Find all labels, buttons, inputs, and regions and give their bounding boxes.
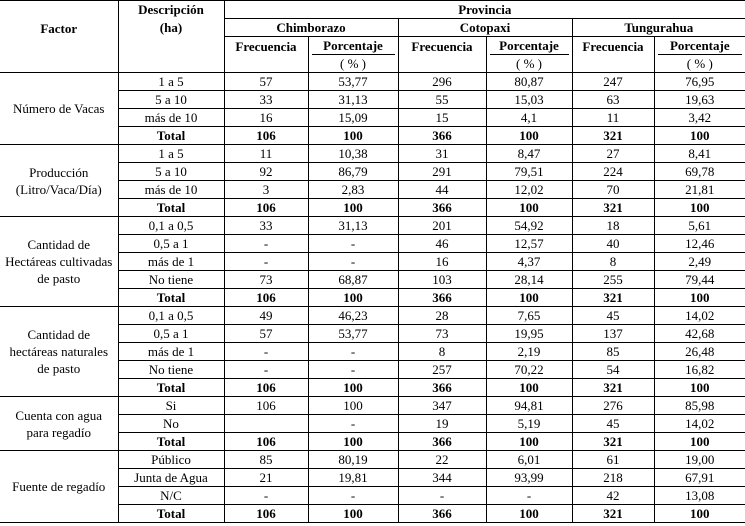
description-cell: 0,1 a 0,5: [118, 307, 224, 325]
frecuencia-cell: 321: [572, 127, 654, 145]
porcentaje-cell: 15,03: [486, 91, 572, 109]
porcentaje-cell: 12,02: [486, 181, 572, 199]
porcentaje-cell: 12,46: [654, 235, 745, 253]
porcentaje-cell: 100: [654, 379, 745, 397]
description-cell: Total: [118, 505, 224, 523]
porcentaje-cell: 16,82: [654, 361, 745, 379]
frecuencia-cell: 344: [398, 469, 486, 487]
pct-symbol: ( % ): [654, 55, 745, 73]
frecuencia-cell: 55: [398, 91, 486, 109]
frecuencia-cell: 22: [398, 451, 486, 469]
frecuencia-cell: 11: [224, 145, 308, 163]
frecuencia-cell: 257: [398, 361, 486, 379]
frecuencia-cell: 8: [572, 253, 654, 271]
porcentaje-cell: 2,19: [486, 343, 572, 361]
frecuencia-cell: 224: [572, 163, 654, 181]
frecuencia-header: Frecuencia: [224, 37, 308, 56]
description-cell: más de 10: [118, 181, 224, 199]
frecuencia-cell: 321: [572, 379, 654, 397]
frecuencia-cell: 46: [398, 235, 486, 253]
porcentaje-cell: 7,65: [486, 307, 572, 325]
frecuencia-cell: 42: [572, 487, 654, 505]
frecuencia-cell: 321: [572, 199, 654, 217]
description-cell: Total: [118, 379, 224, 397]
description-cell: No: [118, 415, 224, 433]
frecuencia-cell: 106: [224, 289, 308, 307]
frecuencia-cell: 27: [572, 145, 654, 163]
porcentaje-cell: 54,92: [486, 217, 572, 235]
porcentaje-cell: 19,00: [654, 451, 745, 469]
frecuencia-cell: 92: [224, 163, 308, 181]
factor-label: Fuente de regadío: [0, 451, 118, 523]
porcentaje-cell: 42,68: [654, 325, 745, 343]
frecuencia-cell: 106: [224, 199, 308, 217]
frecuencia-cell: 45: [572, 307, 654, 325]
frecuencia-cell: 366: [398, 199, 486, 217]
porcentaje-cell: -: [308, 253, 398, 271]
porcentaje-cell: 100: [486, 199, 572, 217]
frecuencia-cell: 18: [572, 217, 654, 235]
description-cell: más de 10: [118, 109, 224, 127]
porcentaje-cell: 8,41: [654, 145, 745, 163]
factor-label: Cuenta con agua para regadío: [0, 397, 118, 451]
frecuencia-cell: 347: [398, 397, 486, 415]
porcentaje-cell: 100: [486, 505, 572, 523]
frecuencia-cell: 57: [224, 325, 308, 343]
frecuencia-cell: 16: [398, 253, 486, 271]
porcentaje-cell: 26,48: [654, 343, 745, 361]
frecuencia-cell: 106: [224, 379, 308, 397]
porcentaje-cell: 53,77: [308, 73, 398, 91]
porcentaje-cell: 80,19: [308, 451, 398, 469]
frecuencia-cell: 33: [224, 91, 308, 109]
frecuencia-cell: -: [224, 235, 308, 253]
frecuencia-cell: 366: [398, 433, 486, 451]
frecuencia-cell: 366: [398, 505, 486, 523]
porcentaje-header: [486, 37, 572, 56]
table-row: [0, 451, 745, 469]
porcentaje-cell: 94,81: [486, 397, 572, 415]
porcentaje-cell: 4,37: [486, 253, 572, 271]
frecuencia-cell: 11: [572, 109, 654, 127]
frecuencia-cell: 201: [398, 217, 486, 235]
province-cotopaxi: Cotopaxi: [398, 19, 572, 37]
porcentaje-cell: 86,79: [308, 163, 398, 181]
frecuencia-cell: 73: [224, 271, 308, 289]
porcentaje-cell: -: [308, 235, 398, 253]
province-tungurahua: Tungurahua: [572, 19, 745, 37]
porcentaje-cell: 67,91: [654, 469, 745, 487]
description-cell: N/C: [118, 487, 224, 505]
porcentaje-cell: 31,13: [308, 91, 398, 109]
porcentaje-cell: 100: [654, 505, 745, 523]
porcentaje-cell: 21,81: [654, 181, 745, 199]
description-cell: 0,5 a 1: [118, 235, 224, 253]
porcentaje-cell: 14,02: [654, 307, 745, 325]
porcentaje-cell: 19,63: [654, 91, 745, 109]
frecuencia-cell: 61: [572, 451, 654, 469]
porcentaje-cell: -: [308, 361, 398, 379]
description-cell: más de 1: [118, 343, 224, 361]
description-cell: Total: [118, 199, 224, 217]
blank: [398, 55, 486, 73]
description-cell: Público: [118, 451, 224, 469]
description-cell: 1 a 5: [118, 145, 224, 163]
frecuencia-cell: 321: [572, 289, 654, 307]
frecuencia-cell: 63: [572, 91, 654, 109]
frecuencia-cell: 366: [398, 127, 486, 145]
frecuencia-cell: 54: [572, 361, 654, 379]
porcentaje-header: [654, 37, 745, 56]
porcentaje-cell: 14,02: [654, 415, 745, 433]
frecuencia-cell: 21: [224, 469, 308, 487]
blank: [224, 55, 308, 73]
porcentaje-cell: 13,08: [654, 487, 745, 505]
frecuencia-cell: 255: [572, 271, 654, 289]
frecuencia-cell: 40: [572, 235, 654, 253]
porcentaje-cell: 100: [308, 433, 398, 451]
porcentaje-cell: 3,42: [654, 109, 745, 127]
porcentaje-cell: 100: [308, 199, 398, 217]
frecuencia-cell: 321: [572, 433, 654, 451]
table-row: [0, 217, 745, 235]
factor-label: Producción (Litro/Vaca/Día): [0, 145, 118, 217]
porcentaje-cell: 100: [308, 379, 398, 397]
porcentaje-cell: 68,87: [308, 271, 398, 289]
frecuencia-cell: -: [224, 487, 308, 505]
porcentaje-cell: -: [308, 415, 398, 433]
frecuencia-cell: 321: [572, 505, 654, 523]
descripcion-header: Descripción: [118, 1, 224, 19]
porcentaje-cell: 93,99: [486, 469, 572, 487]
frecuencia-cell: 85: [572, 343, 654, 361]
frecuencia-cell: 85: [224, 451, 308, 469]
frecuencia-cell: -: [224, 361, 308, 379]
porcentaje-cell: 5,19: [486, 415, 572, 433]
porcentaje-cell: 5,61: [654, 217, 745, 235]
desc-blank: [118, 37, 224, 56]
blank: [0, 55, 118, 73]
porcentaje-cell: 100: [654, 127, 745, 145]
description-cell: No tiene: [118, 271, 224, 289]
frecuencia-cell: -: [224, 343, 308, 361]
frecuencia-cell: 106: [224, 433, 308, 451]
porcentaje-cell: 28,14: [486, 271, 572, 289]
frecuencia-cell: [224, 415, 308, 433]
frecuencia-cell: 103: [398, 271, 486, 289]
province-chimborazo: Chimborazo: [224, 19, 398, 37]
frecuencia-cell: 291: [398, 163, 486, 181]
porcentaje-cell: 100: [486, 127, 572, 145]
porcentaje-cell: 79,51: [486, 163, 572, 181]
description-cell: Si: [118, 397, 224, 415]
porcentaje-cell: 79,44: [654, 271, 745, 289]
table-body: [0, 73, 745, 523]
porcentaje-cell: -: [308, 343, 398, 361]
frecuencia-cell: 106: [224, 505, 308, 523]
frecuencia-cell: 16: [224, 109, 308, 127]
table-header: [0, 1, 745, 73]
porcentaje-cell: 100: [486, 379, 572, 397]
description-cell: 5 a 10: [118, 163, 224, 181]
frecuencia-cell: 44: [398, 181, 486, 199]
table-row: [0, 307, 745, 325]
frecuencia-cell: -: [224, 253, 308, 271]
porcentaje-label: Porcentaje: [312, 37, 395, 55]
description-cell: más de 1: [118, 253, 224, 271]
porcentaje-cell: 80,87: [486, 73, 572, 91]
ha-header: (ha): [159, 20, 183, 35]
frecuencia-cell: 70: [572, 181, 654, 199]
frecuencia-header: Frecuencia: [572, 37, 654, 56]
factor-header: Factor: [0, 1, 118, 56]
description-cell: 5 a 10: [118, 91, 224, 109]
frecuencia-cell: 218: [572, 469, 654, 487]
frecuencia-cell: 45: [572, 415, 654, 433]
porcentaje-header: [308, 37, 398, 56]
frecuencia-cell: 19: [398, 415, 486, 433]
frecuencia-header: Frecuencia: [398, 37, 486, 56]
factor-label: Número de Vacas: [0, 73, 118, 145]
porcentaje-cell: 31,13: [308, 217, 398, 235]
porcentaje-cell: 76,95: [654, 73, 745, 91]
porcentaje-cell: 46,23: [308, 307, 398, 325]
frecuencia-cell: 15: [398, 109, 486, 127]
description-cell: Total: [118, 289, 224, 307]
table-row: [0, 73, 745, 91]
porcentaje-cell: 100: [654, 433, 745, 451]
porcentaje-cell: 10,38: [308, 145, 398, 163]
description-cell: Junta de Agua: [118, 469, 224, 487]
frecuencia-cell: 73: [398, 325, 486, 343]
frecuencia-cell: 49: [224, 307, 308, 325]
porcentaje-cell: 100: [486, 289, 572, 307]
table-row: [0, 397, 745, 415]
description-cell: 1 a 5: [118, 73, 224, 91]
factor-label: Cantidad de Hectáreas cultivadas de pasto: [0, 217, 118, 307]
porcentaje-cell: 100: [308, 127, 398, 145]
frecuencia-cell: 366: [398, 289, 486, 307]
description-cell: Total: [118, 127, 224, 145]
porcentaje-cell: 100: [486, 433, 572, 451]
frecuencia-cell: 33: [224, 217, 308, 235]
description-cell: 0,5 a 1: [118, 325, 224, 343]
porcentaje-cell: 70,22: [486, 361, 572, 379]
porcentaje-label: Porcentaje: [658, 37, 743, 55]
porcentaje-cell: 12,57: [486, 235, 572, 253]
description-cell: No tiene: [118, 361, 224, 379]
frecuencia-cell: 3: [224, 181, 308, 199]
porcentaje-cell: 85,98: [654, 397, 745, 415]
porcentaje-cell: -: [486, 487, 572, 505]
pct-symbol: ( % ): [308, 55, 398, 73]
porcentaje-cell: 2,83: [308, 181, 398, 199]
porcentaje-cell: 15,09: [308, 109, 398, 127]
frecuencia-cell: 247: [572, 73, 654, 91]
frecuencia-cell: 28: [398, 307, 486, 325]
porcentaje-cell: 100: [308, 397, 398, 415]
frecuencia-cell: 57: [224, 73, 308, 91]
frecuencia-cell: 106: [224, 397, 308, 415]
frecuencia-cell: 276: [572, 397, 654, 415]
frecuencia-cell: -: [398, 487, 486, 505]
frecuencia-cell: 366: [398, 379, 486, 397]
porcentaje-cell: 100: [308, 289, 398, 307]
frecuencia-cell: 8: [398, 343, 486, 361]
porcentaje-cell: 6,01: [486, 451, 572, 469]
frecuencia-cell: 106: [224, 127, 308, 145]
porcentaje-cell: 4,1: [486, 109, 572, 127]
porcentaje-cell: 19,81: [308, 469, 398, 487]
frecuencia-cell: 296: [398, 73, 486, 91]
table-row: [0, 145, 745, 163]
porcentaje-cell: 53,77: [308, 325, 398, 343]
pct-symbol: ( % ): [486, 55, 572, 73]
porcentaje-cell: -: [308, 487, 398, 505]
blank: [572, 55, 654, 73]
porcentaje-cell: 2,49: [654, 253, 745, 271]
factor-label: Cantidad de hectáreas naturales de pasto: [0, 307, 118, 397]
provincia-header: Provincia: [224, 1, 745, 19]
frecuencia-cell: 31: [398, 145, 486, 163]
blank: [118, 55, 224, 73]
porcentaje-cell: 19,95: [486, 325, 572, 343]
porcentaje-cell: 100: [308, 505, 398, 523]
porcentaje-cell: 100: [654, 289, 745, 307]
porcentaje-label: Porcentaje: [490, 37, 569, 55]
porcentaje-cell: 69,78: [654, 163, 745, 181]
porcentaje-cell: 100: [654, 199, 745, 217]
porcentaje-cell: 8,47: [486, 145, 572, 163]
description-cell: Total: [118, 433, 224, 451]
frecuencia-cell: 137: [572, 325, 654, 343]
description-cell: 0,1 a 0,5: [118, 217, 224, 235]
